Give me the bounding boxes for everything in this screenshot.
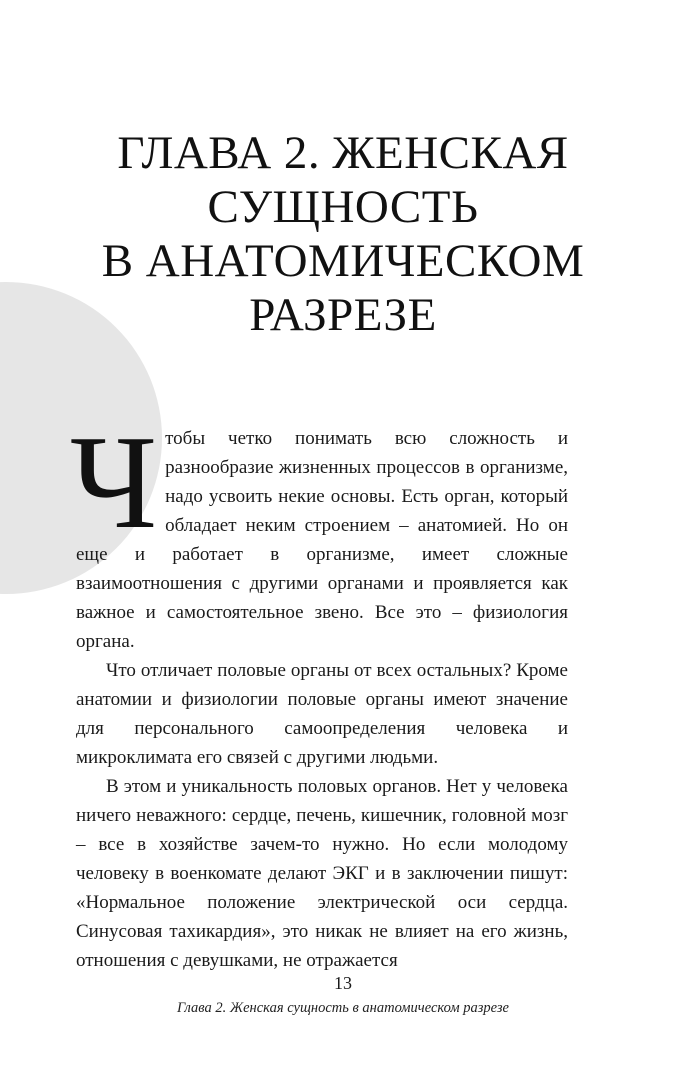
- drop-cap: Ч: [70, 408, 158, 556]
- running-footer: Глава 2. Женская сущность в анатомическом разрезе: [177, 1000, 509, 1016]
- paragraph-2: Что отличает половые органы от всех остальных? Кроме анатомии и физиологии половые органы имеют значение для персонального самоопределения человека и микроклимата его связей с другими людьми.: [76, 660, 568, 768]
- paragraph-1-text: тобы четко понимать всю сложность и разнообразие жизненных процессов в организме, надо усвоить некие основы. Есть орган, который обладает неким строением – анатомией. Но он еще и работает в организме, имеет сложные взаимоотношения с другими органами и проявляется как важное и самостоятельное звено. Все это – физиология органа.: [76, 428, 568, 652]
- paragraph-3: В этом и уникальность половых органов. Нет у человека ничего неважного: сердце, печень, кишечник, головной мозг – все в хозяйстве зачем-то нужно. Но если молодому человеку в военкомате делают ЭКГ и в заключении пишут: «Нормальное положение электрической оси сердца. Синусовая тахикардия», это никак не влияет на его жизнь, отношения с девушками, не отражается: [76, 776, 568, 971]
- paragraph-1: [70, 408, 568, 656]
- chapter-title-line-4: РАЗРЕЗЕ: [249, 289, 437, 341]
- body-text: [70, 408, 568, 975]
- chapter-title-line-1: ГЛАВА 2. ЖЕНСКАЯ: [117, 127, 569, 179]
- chapter-title: [0, 126, 686, 342]
- chapter-title-line-2: СУЩНОСТЬ: [207, 181, 479, 233]
- page-number: 13: [334, 973, 352, 993]
- chapter-title-line-3: В АНАТОМИЧЕСКОМ: [101, 235, 585, 287]
